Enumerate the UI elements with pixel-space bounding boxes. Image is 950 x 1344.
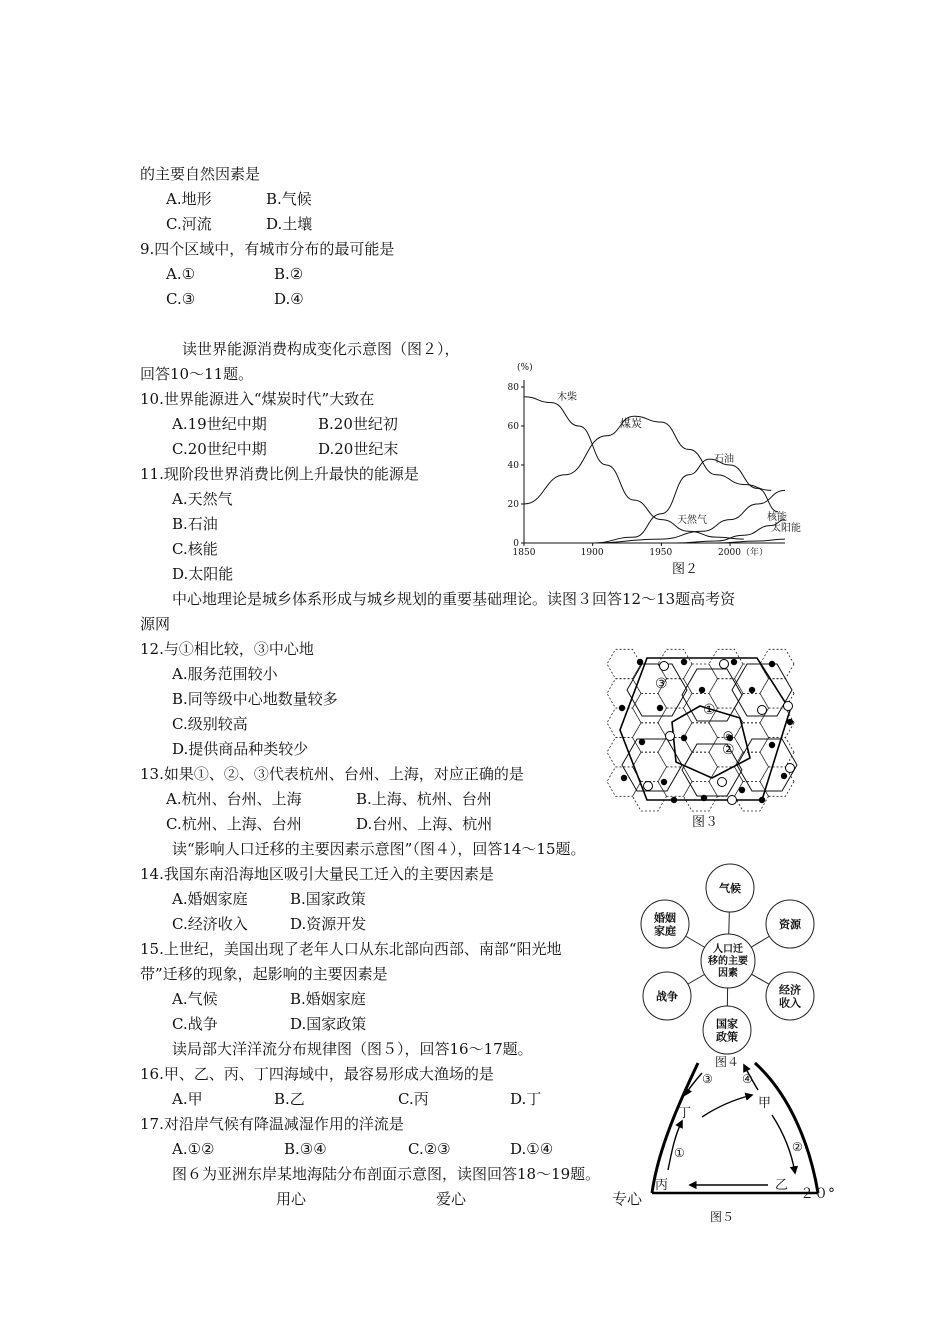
x-tick-label: 1850 [512,548,536,558]
option-text: B.③④ [284,1140,327,1158]
question-text: 11.现阶段世界消费比例上升最快的能源是 [140,465,419,483]
settlement-dot [699,687,705,693]
option-text: C.杭州、上海、台州 [166,815,302,833]
option-text: C.河流 [166,215,212,233]
current-arrow-4-top [702,1095,752,1117]
center-label: 移的主要 [708,956,748,967]
center-label: 人口迁 [713,944,743,955]
series-label-coal: 煤炭 [620,417,642,430]
hex-cell [607,708,641,737]
series-label-gas: 天然气 [677,515,707,526]
figure-caption: 图４ [714,1055,740,1069]
factor-label: 气候 [719,882,741,895]
current-label-1: ① [674,1146,685,1160]
intro-text: 中心地理论是城乡体系形成与城乡规划的重要基础理论。读图３回答12～13题高考资 [172,590,736,608]
option-text: D.国家政策 [290,1015,367,1033]
option-text: D.丁 [510,1090,542,1108]
ocean-current-diagram [640,1055,850,1225]
question-text: 14.我国东南沿海地区吸引大量民工迁入的主要因素是 [140,865,494,883]
y-tick-label: 20 [507,500,519,510]
right-coast [755,1063,818,1193]
hex-cell [735,723,769,752]
settlement-dot [657,705,663,711]
series-label-nuclear: 核能 [767,512,787,523]
mark-3: ③ [655,676,668,692]
hex-cell [633,723,667,752]
intro-text: 读局部大洋洋流分布规律图（图５），回答16～17题。 [172,1040,533,1058]
option-text: D.土壤 [266,215,313,233]
settlement-dot [739,787,745,793]
center-dot [728,796,737,805]
factor-label: 资源 [779,918,801,931]
hex-cell [684,723,718,752]
area-label-yi: 乙 [775,1178,789,1193]
factor-label: 收入 [779,996,801,1010]
settlement-dot [637,659,643,665]
option-text: C.②③ [408,1140,451,1158]
question-text: 15.上世纪，美国出现了老年人口从东北部向西部、南部“阳光地 [140,940,562,958]
settlement-dot [619,705,625,711]
center-dot [666,732,675,741]
area-label-bing: 丙 [655,1178,669,1193]
option-text: A.甲 [172,1090,203,1108]
question-text: 9.四个区域中，有城市分布的最可能是 [140,240,395,258]
option-text: B.同等级中心地数量较多 [172,690,338,708]
series-label-wood: 木柴 [557,392,577,403]
question-text: 16.甲、乙、丙、丁四海域中，最容易形成大渔场的是 [140,1065,494,1083]
current-label-2: ② [792,1140,803,1154]
settlement-dot [681,735,687,741]
hex-cell [658,708,692,737]
factor-label: 国家 [716,1017,738,1031]
option-text: D.台州、上海、杭州 [356,815,493,833]
option-text: B.国家政策 [290,890,366,908]
settlement-dot [661,779,667,785]
option-text: C.级别较高 [172,715,248,733]
option-text: C.核能 [172,540,218,558]
option-text: B.气候 [266,190,312,208]
question-text: 的主要自然因素是 [140,165,261,183]
mark-2: ② [722,742,735,758]
footer-text: 专心 [612,1190,643,1208]
option-text: A.杭州、台州、上海 [166,790,302,808]
option-text: D.资源开发 [290,915,367,933]
settlement-dot [787,719,793,725]
center-dot [720,660,729,669]
intro-text: 图６为亚洲东岸某地海陆分布剖面示意图，读图回答18～19题。 [172,1165,601,1183]
settlement-dot [769,742,775,748]
settlement-dot [621,775,627,781]
y-unit: (%) [517,363,533,373]
area-label-ding: 丁 [678,1106,692,1121]
footer-text: 用心 [276,1190,307,1208]
mark-center: ◎ [723,728,734,742]
option-text: A.气候 [172,990,218,1008]
factor-label: 家庭 [654,924,676,938]
settlement-dot [639,739,645,745]
x-tick-label: 1900 [580,548,604,558]
center-dot [660,662,669,671]
option-text: C.20世纪中期 [172,440,267,458]
intro-text: 读世界能源消费构成变化示意图（图２）， [182,340,460,358]
x-tick-label: 2000（年） [718,548,768,558]
option-text: A.①② [172,1140,215,1158]
settlement-dot [759,797,765,803]
option-text: A.19世纪中期 [172,415,267,433]
area-label-jia: 甲 [758,1096,772,1111]
option-text: B.婚姻家庭 [290,990,366,1008]
question-text: 10.世界能源进入“煤炭时代”大致在 [140,390,375,408]
factor-label: 政策 [716,1030,738,1044]
option-text: A.服务范围较小 [172,665,278,683]
question-text: 带”迁移的现象，起影响的主要因素是 [140,965,388,983]
center-dot [784,702,793,711]
intro-text: 读“影响人口迁移的主要因素示意图”（图４），回答14～15题。 [172,840,586,858]
figure-caption: 图３ [692,815,719,830]
current-label-3: ③ [702,1072,713,1086]
y-tick-label: 60 [507,422,519,432]
center-dot [644,782,653,791]
option-text: A.① [166,265,196,283]
settlement-dot [701,795,707,801]
option-text: C.丙 [398,1090,429,1108]
series-label-solar: 太阳能 [771,523,801,534]
y-tick-label: 80 [507,383,519,393]
option-text: B.② [274,265,304,283]
x-tick-label: 1950 [649,548,673,558]
mark-1: ① [703,702,716,718]
option-text: D.④ [274,290,304,308]
settlement-dot [749,687,755,693]
left-coast [652,1063,698,1193]
option-text: B.上海、杭州、台州 [356,790,492,808]
intro-text: 源网 [140,615,171,633]
factor-label: 婚姻 [654,911,676,925]
option-text: B.石油 [172,515,218,533]
option-text: D.20世纪末 [318,440,399,458]
option-text: C.战争 [172,1015,218,1033]
center-dot [758,706,767,715]
option-text: D.太阳能 [172,565,234,583]
center-dot [718,778,727,787]
current-label-4: ④ [742,1072,753,1086]
settlement-dot [769,661,775,667]
migration-factors-diagram [635,860,830,1068]
option-text: A.婚姻家庭 [172,890,248,908]
series-line-1 [524,416,771,504]
hex-cell [735,752,769,781]
option-text: A.地形 [166,190,212,208]
footer-text: 爱心 [436,1190,467,1208]
series-label-oil: 石油 [714,454,734,465]
figure-caption: 图５ [709,1210,735,1224]
option-text: D.提供商品种类较少 [172,740,309,758]
question-text: 12.与①相比较，③中心地 [140,640,314,658]
energy-chart [505,360,801,580]
option-text: B.20世纪初 [318,415,398,433]
intro-text: 回答10～11题。 [140,365,254,383]
settlement-dot [671,797,677,803]
option-text: B.乙 [274,1090,305,1108]
factor-label: 战争 [656,990,678,1003]
option-text: C.③ [166,290,196,308]
series-line-2 [593,459,778,543]
latitude-label: ２０° [800,1186,835,1202]
center-label: 因素 [718,968,738,979]
option-text: C.经济收入 [172,915,248,933]
y-tick-label: 40 [507,461,519,471]
center-dot [786,764,795,773]
hex-cell [607,679,641,708]
settlement-dot [681,659,687,665]
factor-label: 经济 [779,983,801,997]
option-text: A.天然气 [172,490,233,508]
question-text: 17.对沿岸气候有降温减湿作用的洋流是 [140,1115,404,1133]
option-text: D.①④ [510,1140,554,1158]
figure-caption: 图２ [672,562,699,577]
settlement-dot [781,773,787,779]
central-place-diagram [612,650,802,812]
y-tick-label: 0 [513,539,519,549]
hex-large-boundary [620,658,790,800]
question-text: 13.如果①、②、③代表杭州、台州、上海，对应正确的是 [140,765,524,783]
settlement-dot [731,659,737,665]
